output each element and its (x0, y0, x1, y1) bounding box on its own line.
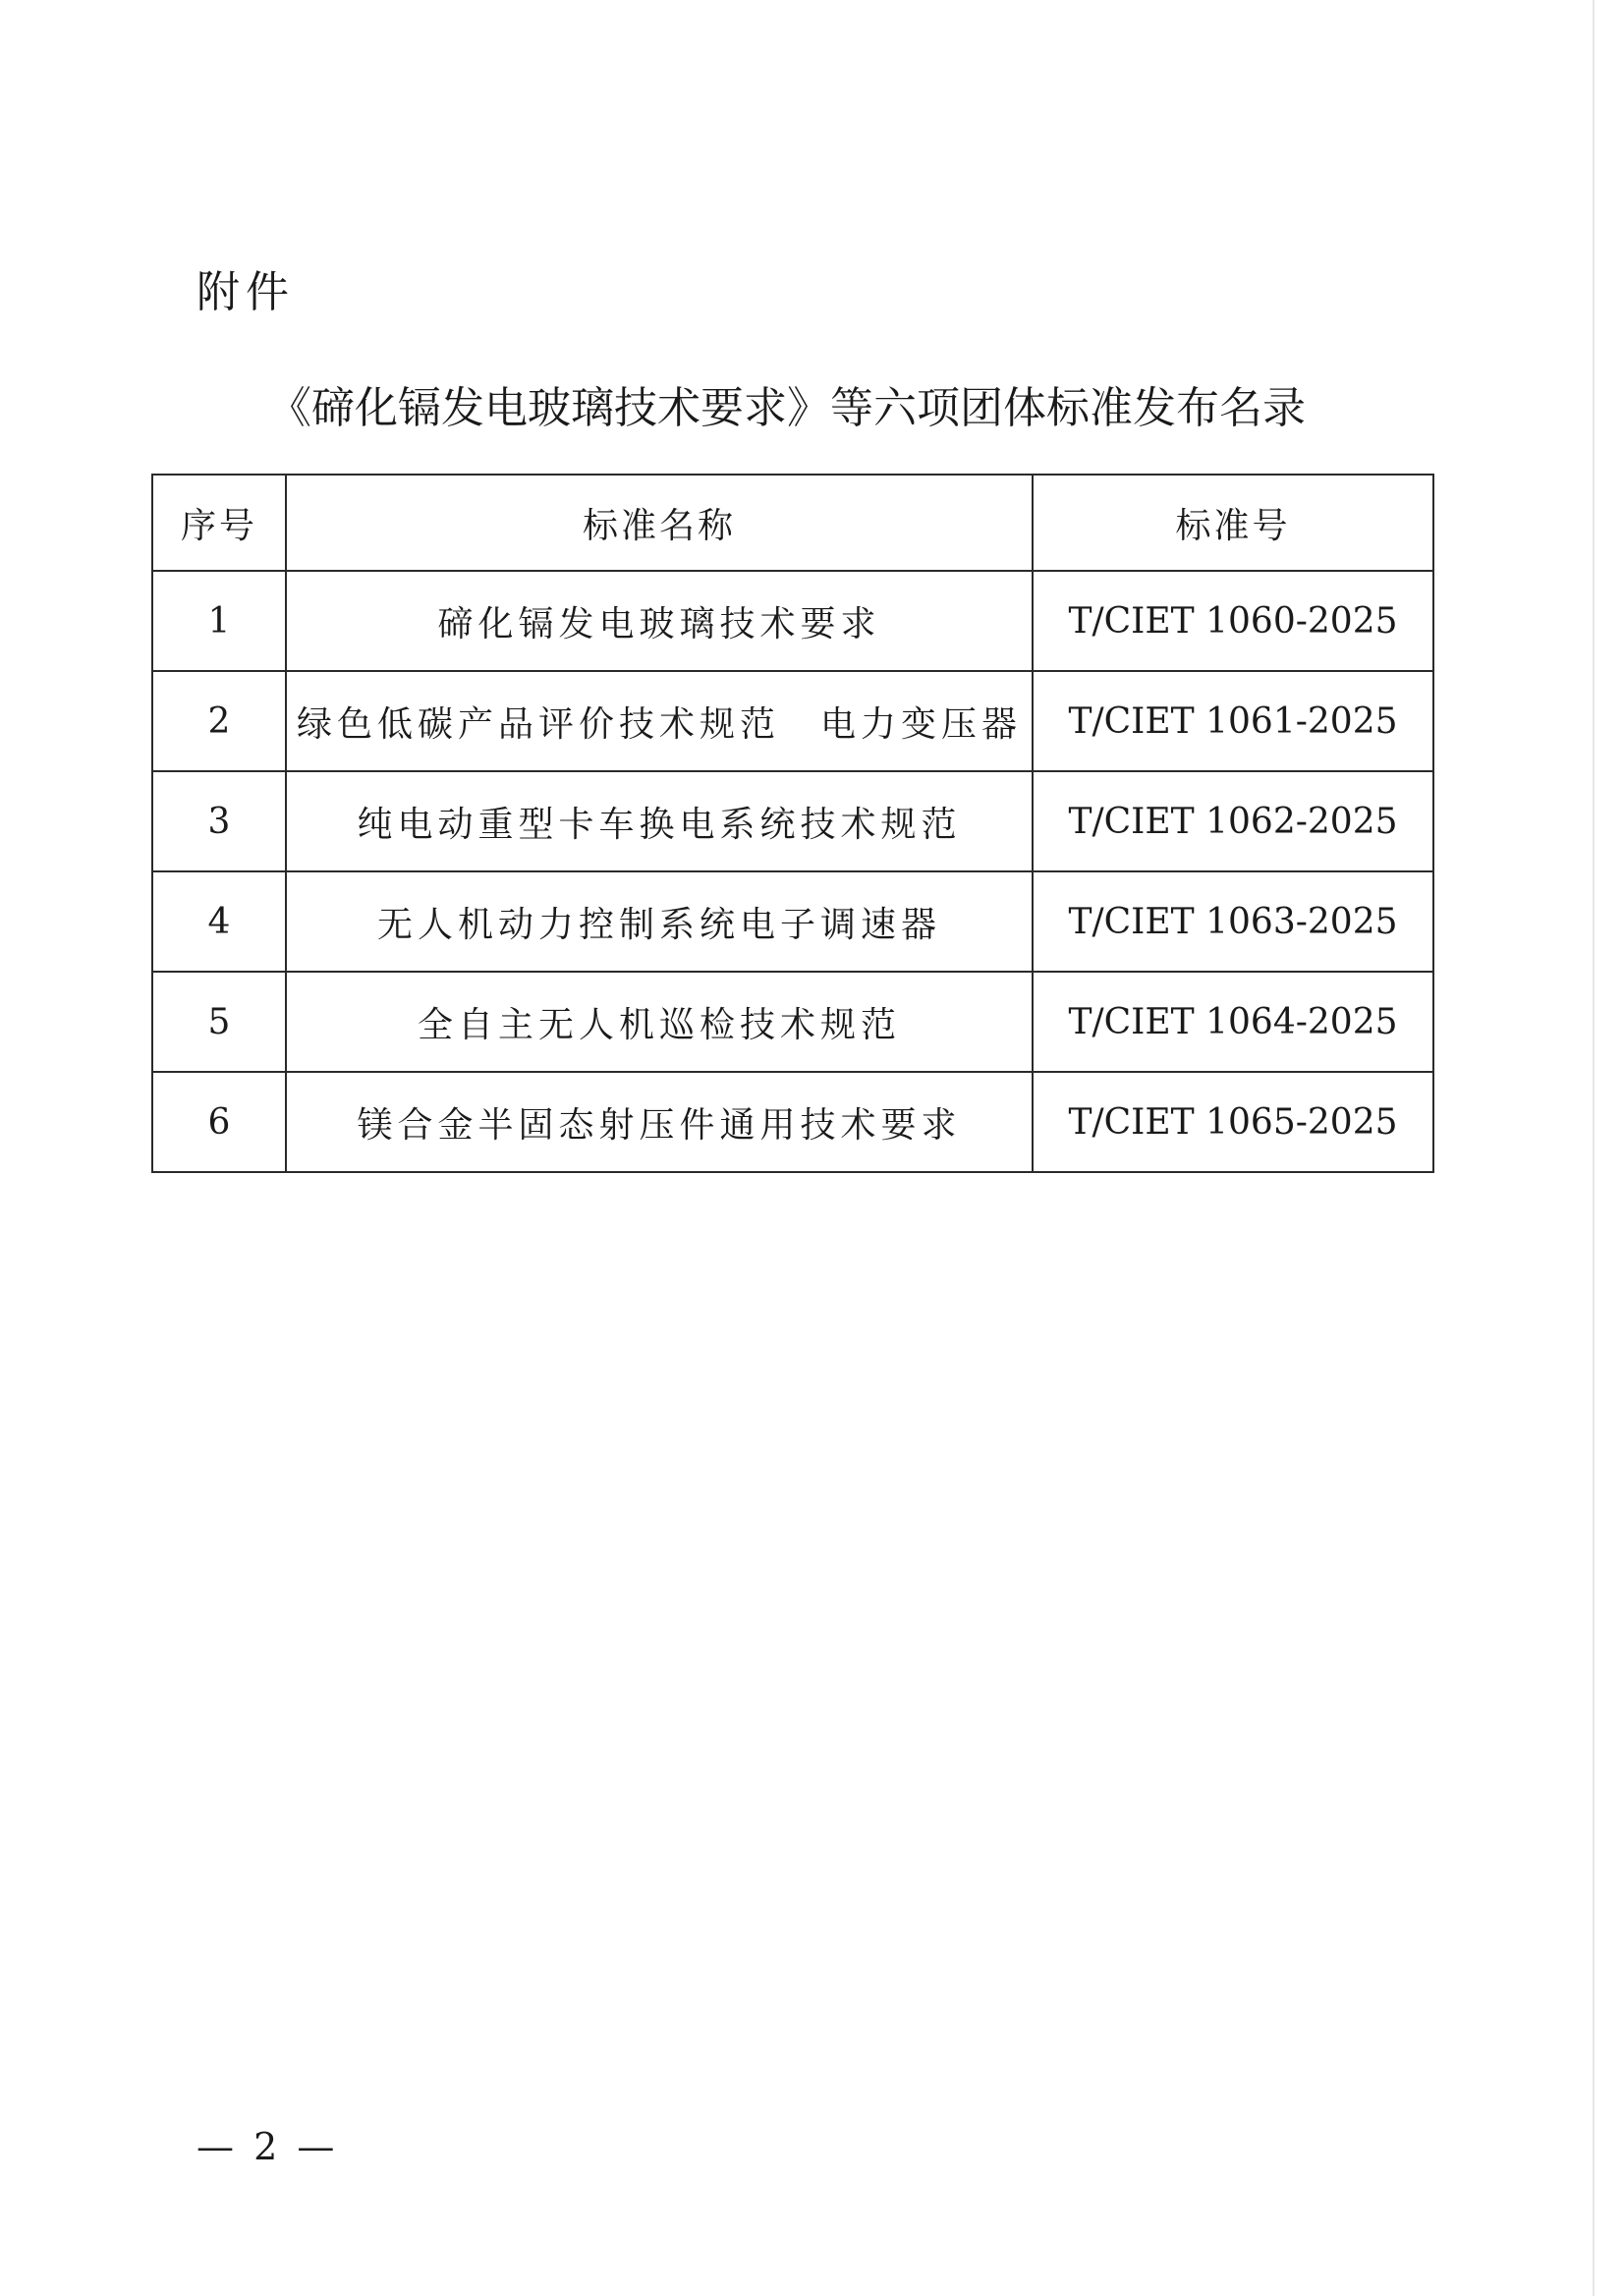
page-edge-line (1593, 0, 1595, 2296)
row-standard-code: T/CIET 1060-2025 (1033, 571, 1433, 671)
header-standard-name: 标准名称 (286, 475, 1033, 571)
row-standard-name: 镁合金半固态射压件通用技术要求 (286, 1072, 1033, 1172)
row-standard-name: 纯电动重型卡车换电系统技术规范 (286, 771, 1033, 871)
table-row (152, 571, 1433, 671)
document-title: 《碲化镉发电玻璃技术要求》等六项团体标准发布名录 (268, 383, 1306, 433)
row-standard-name: 无人机动力控制系统电子调速器 (286, 871, 1033, 972)
page-number: — 2 — (196, 2125, 339, 2168)
header-serial-number: 序号 (152, 475, 286, 571)
table-row (152, 771, 1433, 871)
row-serial-number: 4 (152, 871, 286, 972)
row-standard-code: T/CIET 1065-2025 (1033, 1072, 1433, 1172)
row-standard-name: 绿色低碳产品评价技术规范 电力变压器 (286, 671, 1033, 771)
table-row (152, 671, 1433, 771)
header-standard-code: 标准号 (1033, 475, 1433, 571)
row-standard-code: T/CIET 1061-2025 (1033, 671, 1433, 771)
row-serial-number: 6 (152, 1072, 286, 1172)
row-standard-name: 碲化镉发电玻璃技术要求 (286, 571, 1033, 671)
row-standard-name: 全自主无人机巡检技术规范 (286, 972, 1033, 1072)
table-row (152, 871, 1433, 972)
table-row (152, 1072, 1433, 1172)
row-serial-number: 3 (152, 771, 286, 871)
row-standard-code: T/CIET 1062-2025 (1033, 771, 1433, 871)
table-header-row (152, 475, 1433, 571)
table-row (152, 972, 1433, 1072)
row-serial-number: 5 (152, 972, 286, 1072)
row-standard-code: T/CIET 1063-2025 (1033, 871, 1433, 972)
attachment-label: 附件 (196, 267, 295, 317)
standards-table (151, 474, 1434, 1173)
row-serial-number: 2 (152, 671, 286, 771)
row-standard-code: T/CIET 1064-2025 (1033, 972, 1433, 1072)
row-serial-number: 1 (152, 571, 286, 671)
